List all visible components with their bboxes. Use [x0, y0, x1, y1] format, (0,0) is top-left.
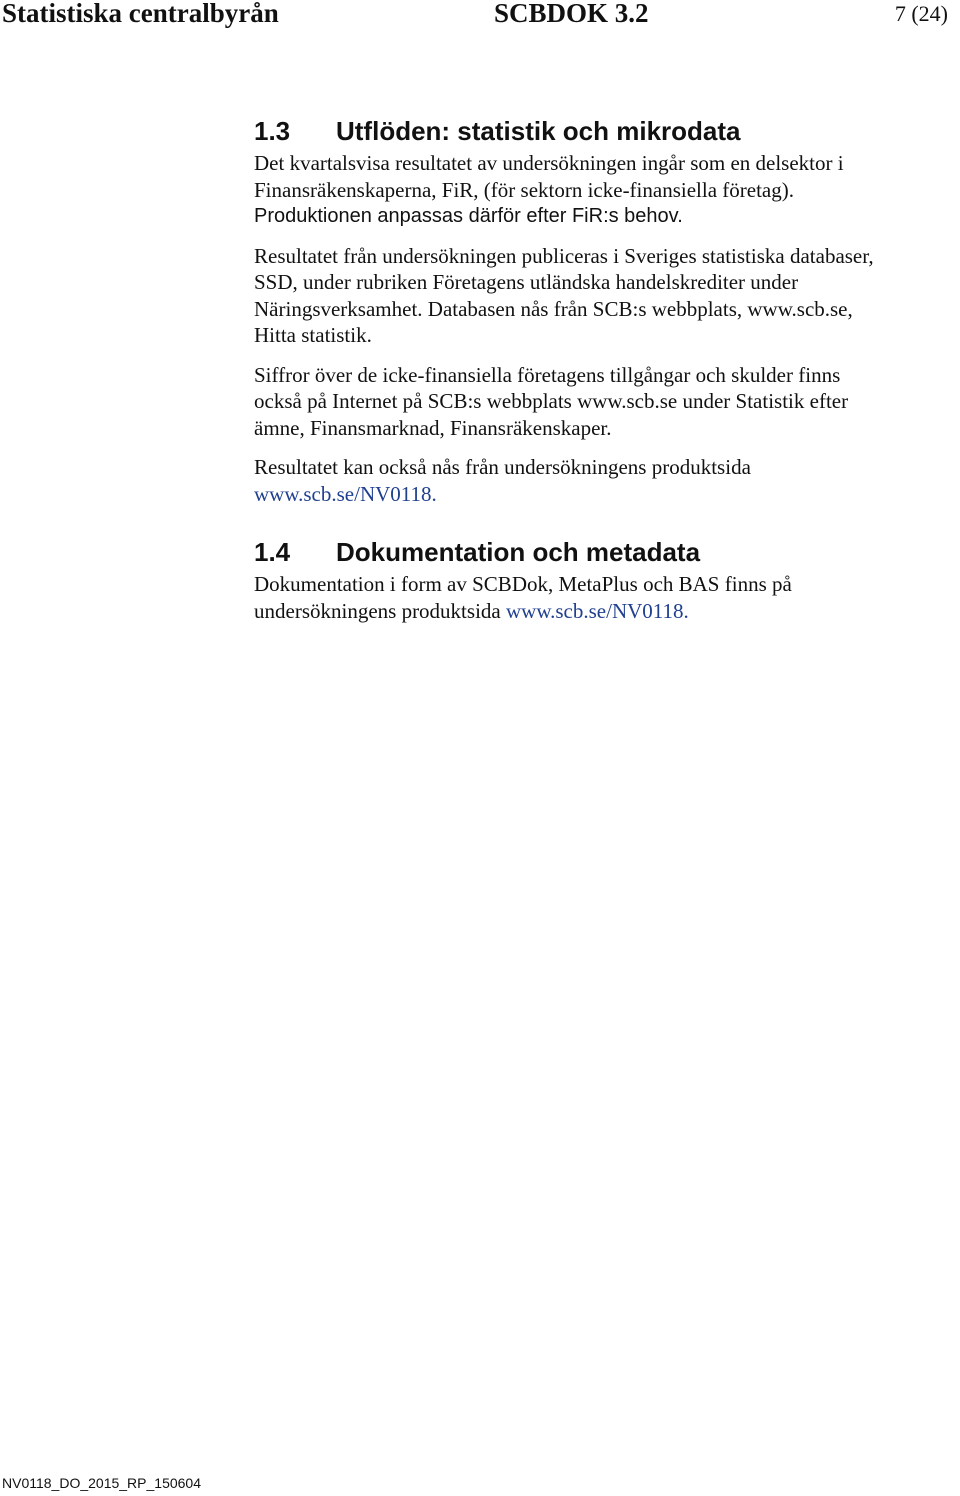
paragraph-line — [254, 598, 944, 625]
paragraph-line: Näringsverksamhet. Databasen nås från SCB:s webbplats, www.scb.se, — [254, 296, 853, 321]
paragraph-line: Det kvartalsvisa resultatet av undersökningen ingår som en delsektor i — [254, 151, 844, 175]
paragraph-text: undersökningens produktsida — [254, 598, 506, 623]
page-footer-code: NV0118_DO_2015_RP_150604 — [2, 1475, 202, 1491]
paragraph-ssd — [254, 243, 944, 349]
paragraph-line: Resultatet kan också nås från undersökningens produktsida — [254, 455, 751, 479]
section-heading-1-4 — [254, 533, 944, 571]
header-organization: Statistiska centralbyrån — [2, 0, 279, 28]
produktsida-link[interactable]: www.scb.se/NV0118. — [505, 598, 689, 623]
section-title: Utflöden: statistik och mikrodata — [336, 116, 741, 146]
paragraph-internet — [254, 362, 944, 442]
paragraph-dokumentation — [254, 571, 944, 624]
document-body — [254, 112, 944, 637]
section-heading-1-3 — [254, 112, 944, 150]
section-number: 1.3 — [254, 116, 291, 146]
paragraph-line: SSD, under rubriken Företagens utländska handelskrediter under — [254, 270, 799, 294]
paragraph-produktsida — [254, 454, 944, 507]
paragraph-line: Dokumentation i form av SCBDok, MetaPlus och BAS finns på — [254, 572, 792, 596]
header-page-number: 7 (24) — [894, 1, 948, 26]
paragraph-line: Resultatet från undersökningen publiceras i Sveriges statistiska databaser, — [254, 243, 874, 268]
paragraph-line: Siffror över de icke-finansiella företagens tillgångar och skulder finns — [254, 362, 841, 387]
header-document-id: SCBDOK 3.2 — [494, 0, 649, 28]
paragraph-line: Finansräkenskaperna, FiR, (för sektorn icke-finansiella företag). — [254, 177, 794, 202]
paragraph-line: Produktionen anpassas därför efter FiR:s behov. — [254, 205, 683, 227]
section-number: 1.4 — [254, 537, 291, 567]
paragraph-line: ämne, Finansmarknad, Finansräkenskaper. — [254, 415, 612, 440]
page-header — [0, 0, 960, 34]
produktsida-link[interactable]: www.scb.se/NV0118. — [254, 481, 437, 506]
paragraph-fir — [254, 150, 944, 230]
paragraph-line: också på Internet på SCB:s webbplats www.scb.se under Statistik efter — [254, 389, 849, 413]
section-title: Dokumentation och metadata — [336, 537, 701, 567]
paragraph-line: Hitta statistik. — [254, 323, 372, 347]
